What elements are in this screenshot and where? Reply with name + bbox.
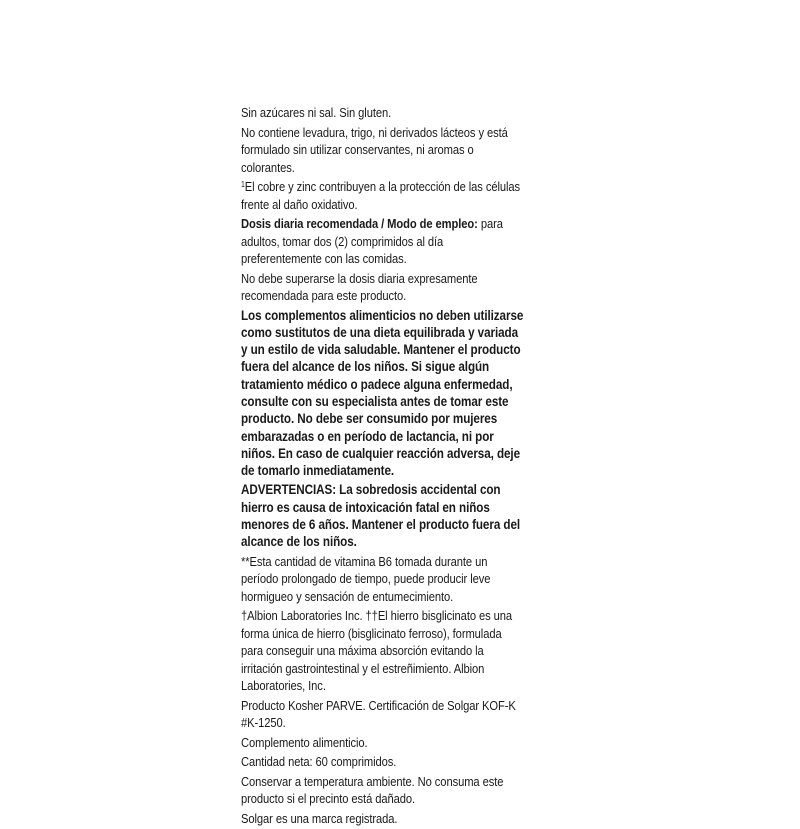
copper-zinc-text: El cobre y zinc contribuyen a la protección de las células frente al daño oxidativo. [241,179,521,212]
general-warning-paragraph: Los complementos alimenticios no deben utilizarse como sustitutos de una dieta equilibrada y variada y un estilo de vida saludable. Mantener el producto fuera del alcance de los niños. Si sigue algún tratamiento médico o padece alguna enfermedad, consulte con su especialista antes de tomar este producto. No debe ser consumido por mujeres embarazadas o en período de lactancia, ni por niños. En caso de cualquier reacción adversa, deje de tomarlo inmediatamente. [241,307,524,479]
copper-zinc-claim [241,178,525,213]
albion-note-paragraph: †Albion Laboratories Inc. ††El hierro bisglicinato es una forma única de hierro (bisglicinato ferroso), formulada para conseguir una máxima absorción evitando la irritación gastrointestinal y el estreñimiento. Albion Laboratories, Inc. [241,608,513,694]
footnote-marker: 1 [241,180,245,189]
net-quantity-line: Cantidad neta: 60 comprimidos. [241,754,397,770]
b6-note-paragraph: **Esta cantidad de vitamina B6 tomada durante un período prolongado de tiempo, puede producir leve hormigueo y sensación de entumecimiento. [241,553,491,604]
no-sugars-line: Sin azúcares ni sal. Sin gluten. [241,105,392,120]
supplement-label-text [241,104,525,829]
dosage-limit-paragraph: No debe superarse la dosis diaria expresamente recomendada para este producto. [241,270,478,303]
supplement-line: Complemento alimenticio. [241,734,368,750]
dosage-paragraph [241,215,525,268]
storage-paragraph: Conservar a temperatura ambiente. No consuma este producto si el precinto está dañado. [241,773,504,807]
trademark-line: Solgar es una marca registrada. [241,810,398,826]
kosher-line: Producto Kosher PARVE. Certificación de Solgar KOF-K #K-1250. [241,697,516,731]
no-yeast-paragraph: No contiene levadura, trigo, ni derivados lácteos y está formulado sin utilizar conservantes, ni aromas o colorantes. [241,124,508,175]
dosage-text: para adultos, tomar dos (2) comprimidos al día preferentemente con las comidas. [241,216,503,266]
dosage-heading: Dosis diaria recomendada / Modo de empleo: [241,216,478,231]
iron-warning-paragraph: ADVERTENCIAS: La sobredosis accidental con hierro es causa de intoxicación fatal en niños menores de 6 años. Mantener el producto fuera del alcance de los niños. [241,482,521,550]
